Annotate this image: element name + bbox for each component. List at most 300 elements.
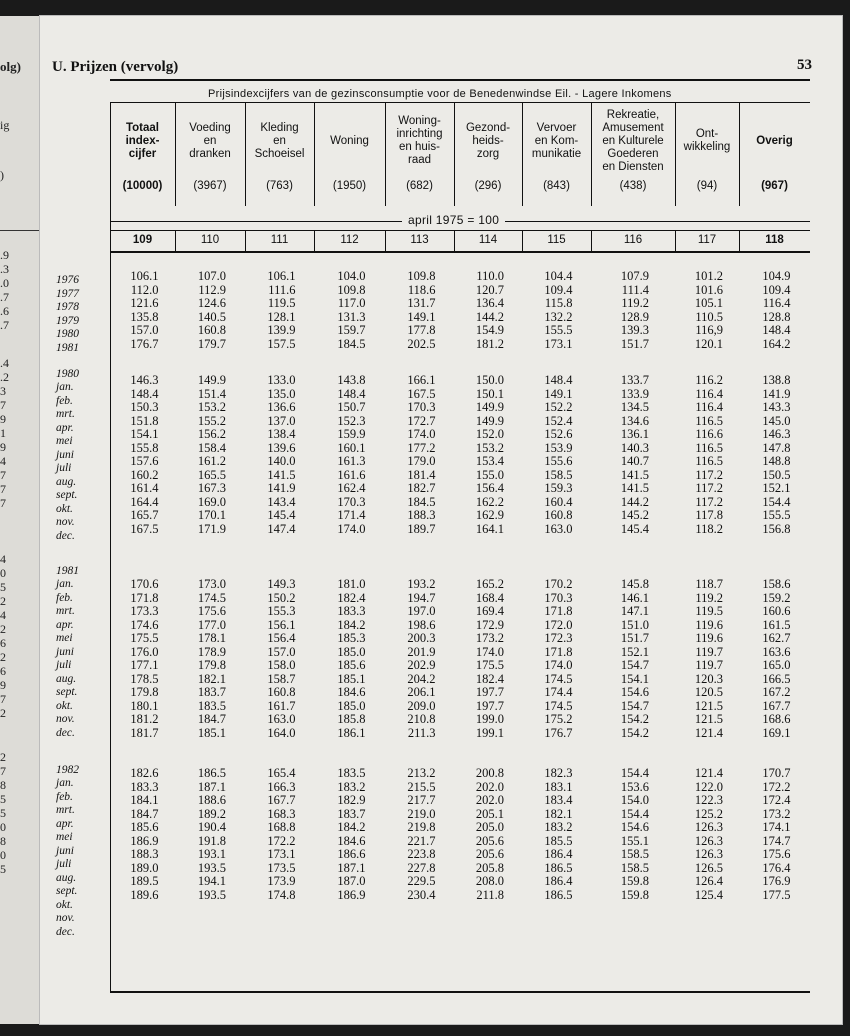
table-cell: 159.3 — [544, 481, 573, 495]
column-code: 117 — [697, 234, 717, 246]
table-cell: 170.1 — [197, 508, 226, 522]
table-cell: 173.3 — [130, 604, 159, 618]
table-cell: 182.1 — [544, 806, 573, 821]
table-cell: 187.0 — [337, 874, 366, 888]
table-cell: 151.7 — [620, 336, 649, 351]
row-label: aug. — [56, 475, 77, 488]
table-cell: 219.0 — [407, 806, 436, 821]
table-cell: 161.7 — [267, 698, 296, 713]
table-cell: 170.3 — [407, 400, 436, 414]
table-cell: 157.0 — [267, 644, 296, 659]
table-cell: 182.9 — [337, 793, 366, 807]
table-cell: 201.9 — [407, 644, 436, 659]
table-cell: 118.7 — [695, 577, 723, 591]
table-cell: 158.5 — [544, 467, 573, 482]
table-cell: 159.7 — [337, 323, 366, 337]
table-cell: 152.2 — [544, 400, 573, 414]
table-cell: 126.4 — [694, 874, 723, 888]
table-cell: 175.6 — [762, 847, 791, 861]
adjacent-text-fragment: 7 — [0, 764, 6, 778]
table-cell: 144.2 — [620, 494, 649, 509]
adjacent-text-fragment: 0 — [0, 848, 6, 862]
adjacent-text-fragment: 4 — [0, 608, 6, 622]
table-cell: 150.3 — [130, 400, 159, 414]
table-cell: 186.5 — [544, 887, 573, 902]
table-cell: 154.7 — [620, 658, 649, 672]
table-cell: 180.1 — [130, 698, 159, 713]
table-cell: 205.6 — [475, 833, 504, 848]
table-cell: 185.3 — [337, 631, 366, 645]
table-cell: 186.9 — [337, 887, 366, 902]
table-cell: 148.4 — [130, 386, 159, 401]
table-cell: 202.5 — [407, 336, 436, 351]
table-cell: 139.6 — [267, 440, 296, 455]
column-header: Woning- inrichting en huis- raad — [396, 115, 443, 166]
adjacent-text-fragment: .9 — [0, 248, 9, 262]
table-cell: 181.0 — [337, 577, 366, 591]
table-cell: 148.4 — [544, 373, 573, 387]
table-cell: 152.1 — [762, 481, 791, 495]
table-cell: 174.0 — [337, 521, 366, 536]
row-label: juli — [56, 858, 72, 870]
table-cell: 223.8 — [407, 847, 436, 861]
row-label: aug. — [56, 871, 77, 884]
table-cell: 186.4 — [544, 874, 573, 888]
table-cell: 149.3 — [267, 577, 296, 591]
table-cell: 170.6 — [130, 577, 159, 591]
table-cell: 174.7 — [762, 833, 791, 848]
table-cell: 194.1 — [197, 874, 226, 888]
table-cell: 158.7 — [267, 671, 296, 686]
table-cell: 140.3 — [620, 440, 649, 455]
table-cell: 197.0 — [407, 604, 436, 618]
adjacent-text-fragment: 6 — [0, 664, 6, 678]
table-cell: 183.3 — [130, 779, 159, 794]
row-label: feb. — [56, 591, 73, 604]
table-cell: 184.2 — [337, 617, 366, 632]
table-cell: 160.8 — [267, 685, 296, 699]
table-cell: 219.8 — [407, 820, 436, 834]
adjacent-text-fragment: ) — [0, 168, 4, 182]
table-cell: 190.4 — [197, 820, 226, 834]
table-cell: 179.7 — [197, 336, 226, 351]
code-divider — [385, 230, 386, 252]
row-label: apr. — [56, 421, 74, 434]
table-cell: 213.2 — [407, 766, 436, 780]
table-cell: 174.0 — [544, 658, 573, 672]
table-cell: 145.0 — [762, 413, 791, 428]
column-code: 113 — [410, 234, 429, 246]
table-cell: 162.2 — [475, 494, 504, 509]
table-cell: 177.1 — [130, 658, 159, 672]
table-cell: 141.9 — [762, 386, 791, 401]
table-cell: 174.0 — [407, 427, 436, 441]
table-cell: 184.2 — [337, 820, 366, 834]
table-cell: 175.2 — [544, 712, 573, 726]
table-cell: 124.6 — [197, 296, 226, 310]
row-label: 1980 — [56, 328, 79, 340]
column-weight: (967) — [761, 180, 788, 192]
table-cell: 194.7 — [407, 590, 436, 605]
table-cell: 140.7 — [620, 454, 649, 468]
row-label: feb. — [56, 394, 73, 407]
adjacent-text-fragment: .7 — [0, 290, 9, 304]
table-cell: 171.9 — [197, 521, 226, 536]
table-cell: 186.4 — [544, 847, 573, 861]
table-cell: 181.7 — [130, 725, 159, 740]
code-divider — [591, 230, 592, 252]
table-cell: 148.8 — [762, 454, 791, 468]
column-header: Voeding en dranken — [189, 121, 231, 160]
table-cell: 147.8 — [762, 440, 791, 455]
row-label: apr. — [56, 618, 74, 631]
row-label: okt. — [56, 502, 73, 515]
table-cell: 185.1 — [197, 725, 226, 740]
table-cell: 197.7 — [475, 685, 504, 699]
table-cell: 153.6 — [620, 779, 649, 794]
column-divider — [675, 102, 676, 206]
table-cell: 122.3 — [694, 793, 723, 807]
table-cell: 202.0 — [475, 793, 504, 807]
table-cell: 193.2 — [407, 577, 436, 591]
table-cell: 155.2 — [197, 413, 226, 428]
table-cell: 120.3 — [694, 671, 723, 686]
adjacent-text-fragment: 7 — [0, 398, 6, 412]
table-cell: 121.5 — [694, 712, 723, 726]
table-cell: 116.5 — [695, 413, 723, 428]
table-cell: 159.8 — [620, 887, 649, 902]
adjacent-text-fragment: .6 — [0, 304, 9, 318]
table-cell: 154.9 — [475, 323, 504, 337]
table-cell: 159.9 — [337, 427, 366, 441]
column-divider — [245, 102, 246, 206]
row-label: okt. — [56, 898, 73, 911]
table-cell: 119.7 — [695, 658, 723, 672]
table-cell: 155.8 — [130, 440, 159, 455]
adjacent-text-fragment: 7 — [0, 692, 6, 706]
table-cell: 121.4 — [694, 725, 723, 740]
table-cell: 209.0 — [407, 698, 436, 713]
table-cell: 202.0 — [475, 779, 504, 794]
column-weight: (10000) — [122, 180, 163, 192]
table-bottom-rule — [110, 991, 810, 993]
table-cell: 119.7 — [695, 644, 723, 659]
table-cell: 152.1 — [620, 644, 649, 659]
table-cell: 153.2 — [197, 400, 226, 414]
row-label: jan. — [56, 381, 74, 393]
table-cell: 182.4 — [475, 671, 504, 686]
table-cell: 119.6 — [695, 617, 723, 632]
table-cell: 206.1 — [407, 685, 436, 699]
row-label: 1981 — [56, 341, 79, 354]
table-cell: 179.8 — [130, 685, 159, 699]
table-cell: 183.1 — [544, 779, 573, 794]
table-cell: 200.8 — [475, 766, 504, 780]
table-cell: 205.6 — [475, 847, 504, 861]
adjacent-text-fragment: 2 — [0, 622, 6, 636]
table-cell: 183.2 — [337, 779, 366, 794]
table-cell: 133.9 — [620, 386, 649, 401]
table-cell: 143.3 — [762, 400, 791, 414]
adjacent-text-fragment: 9 — [0, 412, 6, 426]
column-code: 118 — [765, 234, 784, 246]
table-cell: 155.1 — [620, 833, 649, 848]
adjacent-text-fragment: 2 — [0, 706, 6, 720]
table-cell: 161.3 — [337, 454, 366, 468]
table-cell: 186.9 — [130, 833, 159, 848]
table-cell: 172.3 — [544, 631, 573, 645]
table-cell: 120.5 — [694, 685, 723, 699]
row-label: mei — [56, 831, 73, 843]
table-cell: 161.4 — [130, 481, 159, 495]
table-cell: 185.0 — [337, 644, 366, 659]
table-cell: 210.8 — [407, 712, 436, 726]
table-cell: 167.5 — [407, 386, 436, 401]
table-cell: 198.6 — [407, 617, 436, 632]
table-cell: 172.2 — [762, 779, 791, 794]
table-cell: 141.9 — [267, 481, 296, 495]
table-cell: 177.2 — [407, 440, 436, 455]
table-cell: 150.7 — [337, 400, 366, 414]
table-cell: 152.6 — [544, 427, 573, 441]
table-cell: 141.5 — [620, 481, 649, 495]
table-cell: 116,9 — [695, 323, 723, 337]
table-cell: 205.8 — [475, 860, 504, 875]
table-cell: 154.4 — [620, 766, 649, 780]
table-cell: 162.9 — [475, 508, 504, 522]
table-cell: 143.8 — [337, 373, 366, 387]
table-cell: 110.5 — [695, 309, 723, 324]
table-cell: 163.6 — [762, 644, 791, 659]
table-cell: 140.5 — [197, 309, 226, 324]
table-cell: 138.8 — [762, 373, 791, 387]
column-code: 114 — [478, 234, 498, 246]
table-cell: 153.2 — [475, 440, 504, 455]
table-cell: 162.7 — [762, 631, 791, 645]
adjacent-text-fragment: .2 — [0, 370, 9, 384]
table-cell: 189.0 — [130, 860, 159, 875]
table-cell: 189.7 — [407, 521, 436, 536]
table-cell: 185.1 — [337, 671, 366, 686]
column-weight: (296) — [474, 180, 502, 192]
top-rule — [110, 79, 810, 81]
table-cell: 208.0 — [475, 874, 504, 888]
table-cell: 121.6 — [130, 296, 159, 310]
document-page — [40, 16, 842, 1024]
table-cell: 156.4 — [475, 481, 504, 495]
column-divider — [175, 102, 176, 206]
table-cell: 120.1 — [694, 336, 723, 351]
table-cell: 120.7 — [475, 282, 504, 297]
code-divider — [739, 230, 740, 252]
table-cell: 155.3 — [267, 604, 296, 618]
row-label: mei — [56, 632, 73, 644]
table-cell: 139.9 — [267, 323, 296, 337]
table-cell: 164.4 — [130, 494, 159, 509]
table-cell: 151.8 — [130, 413, 159, 428]
table-cell: 170.3 — [337, 494, 366, 509]
table-cell: 149.1 — [544, 386, 573, 401]
table-cell: 188.3 — [130, 847, 159, 861]
table-cell: 116.5 — [695, 454, 723, 468]
table-cell: 158.4 — [197, 440, 226, 455]
table-cell: 159.8 — [620, 874, 649, 888]
table-cell: 137.0 — [267, 413, 296, 428]
column-weight: (682) — [406, 180, 433, 192]
table-cell: 106.1 — [267, 269, 296, 283]
table-cell: 173.9 — [267, 874, 296, 888]
table-cell: 186.5 — [197, 766, 226, 780]
table-cell: 155.6 — [544, 454, 573, 468]
row-label: mei — [56, 435, 73, 447]
table-cell: 135.8 — [130, 309, 159, 324]
table-cell: 172.7 — [407, 413, 436, 428]
table-cell: 138.4 — [267, 427, 296, 441]
column-divider — [591, 102, 592, 206]
table-cell: 178.9 — [197, 644, 226, 659]
table-cell: 202.9 — [407, 658, 436, 672]
column-divider — [385, 102, 386, 206]
adjacent-text-fragment: ig — [0, 118, 10, 132]
column-header: Overig — [756, 134, 793, 147]
row-label: nov. — [56, 912, 75, 924]
row-label: mrt. — [56, 408, 75, 420]
table-cell: 141.5 — [267, 467, 296, 482]
table-cell: 161.2 — [197, 454, 226, 468]
table-cell: 199.0 — [475, 712, 504, 726]
table-cell: 171.4 — [337, 508, 366, 522]
table-cell: 167.7 — [267, 793, 296, 807]
table-cell: 221.7 — [407, 833, 436, 848]
table-cell: 136.6 — [267, 400, 296, 414]
table-cell: 229.5 — [407, 874, 436, 888]
table-cell: 152.3 — [337, 413, 366, 428]
table-cell: 176.9 — [762, 874, 791, 888]
table-cell: 153.9 — [544, 440, 573, 455]
table-cell: 184.6 — [337, 685, 366, 699]
adjacent-text-fragment: 9 — [0, 678, 6, 692]
table-cell: 150.5 — [762, 467, 791, 482]
table-cell: 162.4 — [337, 481, 366, 495]
table-cell: 154.6 — [620, 820, 649, 834]
adjacent-text-fragment: 5 — [0, 862, 6, 876]
table-cell: 165.0 — [762, 658, 791, 672]
table-cell: 101.2 — [694, 269, 723, 283]
table-cell: 139.3 — [620, 323, 649, 337]
adjacent-text-fragment: 5 — [0, 580, 6, 594]
table-cell: 145.4 — [620, 521, 649, 536]
table-cell: 174.5 — [544, 671, 573, 686]
table-cell: 177.5 — [762, 887, 791, 902]
row-label: sept. — [56, 686, 78, 698]
table-cell: 189.2 — [197, 806, 226, 821]
table-cell: 150.0 — [475, 373, 504, 387]
table-cell: 163.0 — [267, 712, 296, 726]
table-cell: 158.5 — [620, 847, 649, 861]
column-header: Rekreatie, Amusement en Kulturele Goederen en Diensten — [602, 108, 664, 173]
table-cell: 109.8 — [407, 269, 436, 283]
table-cell: 117.2 — [695, 481, 723, 495]
row-label: juli — [56, 659, 72, 671]
table-cell: 199.1 — [475, 725, 504, 740]
adjacent-text-fragment: 8 — [0, 778, 6, 792]
table-cell: 116.4 — [695, 386, 723, 401]
table-cell: 173.2 — [475, 631, 504, 645]
table-cell: 176.7 — [130, 336, 159, 351]
table-cell: 157.5 — [267, 336, 296, 351]
table-cell: 163.0 — [544, 521, 573, 536]
adjacent-text-fragment: .0 — [0, 276, 9, 290]
table-cell: 151.7 — [620, 631, 649, 645]
table-cell: 178.1 — [197, 631, 226, 645]
table-cell: 146.1 — [620, 590, 649, 605]
row-label: dec. — [56, 529, 75, 542]
table-cell: 154.4 — [620, 806, 649, 821]
table-cell: 182.6 — [130, 766, 159, 780]
adjacent-page-edge — [0, 16, 40, 1024]
adjacent-text-fragment: 0 — [0, 820, 6, 834]
table-cell: 150.2 — [267, 590, 296, 605]
table-cell: 174.4 — [544, 685, 573, 699]
table-cell: 145.8 — [620, 577, 649, 591]
row-label: aug. — [56, 672, 77, 685]
table-cell: 126.3 — [694, 847, 723, 861]
table-cell: 204.2 — [407, 671, 436, 686]
table-cell: 160.8 — [197, 323, 226, 337]
table-cell: 172.2 — [267, 833, 296, 848]
table-cell: 183.7 — [197, 685, 226, 699]
table-cell: 158.5 — [620, 860, 649, 875]
table-cell: 109.4 — [762, 282, 791, 297]
table-cell: 126.5 — [694, 860, 723, 875]
row-label: feb. — [56, 790, 73, 803]
table-cell: 167.5 — [130, 521, 159, 536]
table-cell: 119.2 — [621, 296, 649, 310]
table-cell: 193.5 — [197, 860, 226, 875]
code-divider — [522, 230, 523, 252]
table-cell: 205.0 — [475, 820, 504, 834]
table-cell: 115.8 — [544, 296, 573, 310]
adjacent-header-fragment: olg) — [0, 59, 21, 74]
row-label: nov. — [56, 516, 75, 528]
group-label: 1982 — [56, 764, 79, 776]
table-cell: 211.8 — [476, 887, 504, 902]
table-cell: 184.5 — [407, 494, 436, 509]
column-weight: (1950) — [332, 180, 367, 192]
row-label: okt. — [56, 699, 73, 712]
adjacent-text-fragment: 2 — [0, 594, 6, 608]
table-cell: 117.0 — [337, 296, 366, 310]
table-cell: 181.2 — [475, 336, 504, 351]
table-cell: 183.3 — [337, 604, 366, 618]
section-title: U. Prijzen (vervolg) — [52, 59, 179, 75]
table-cell: 119.2 — [695, 590, 723, 605]
table-cell: 154.6 — [620, 685, 649, 699]
row-label: mrt. — [56, 605, 75, 617]
table-cell: 107.9 — [620, 269, 649, 283]
table-cell: 132.2 — [544, 309, 573, 324]
table-cell: 104.0 — [337, 269, 366, 283]
table-cell: 217.7 — [407, 793, 436, 807]
code-divider — [175, 230, 176, 252]
table-cell: 185.0 — [337, 698, 366, 713]
table-cell: 149.9 — [475, 413, 504, 428]
table-cell: 155.0 — [475, 467, 504, 482]
page-number: 53 — [797, 57, 812, 73]
row-label: jan. — [56, 578, 74, 590]
table-cell: 125.4 — [694, 887, 723, 902]
table-cell: 178.5 — [130, 671, 159, 686]
